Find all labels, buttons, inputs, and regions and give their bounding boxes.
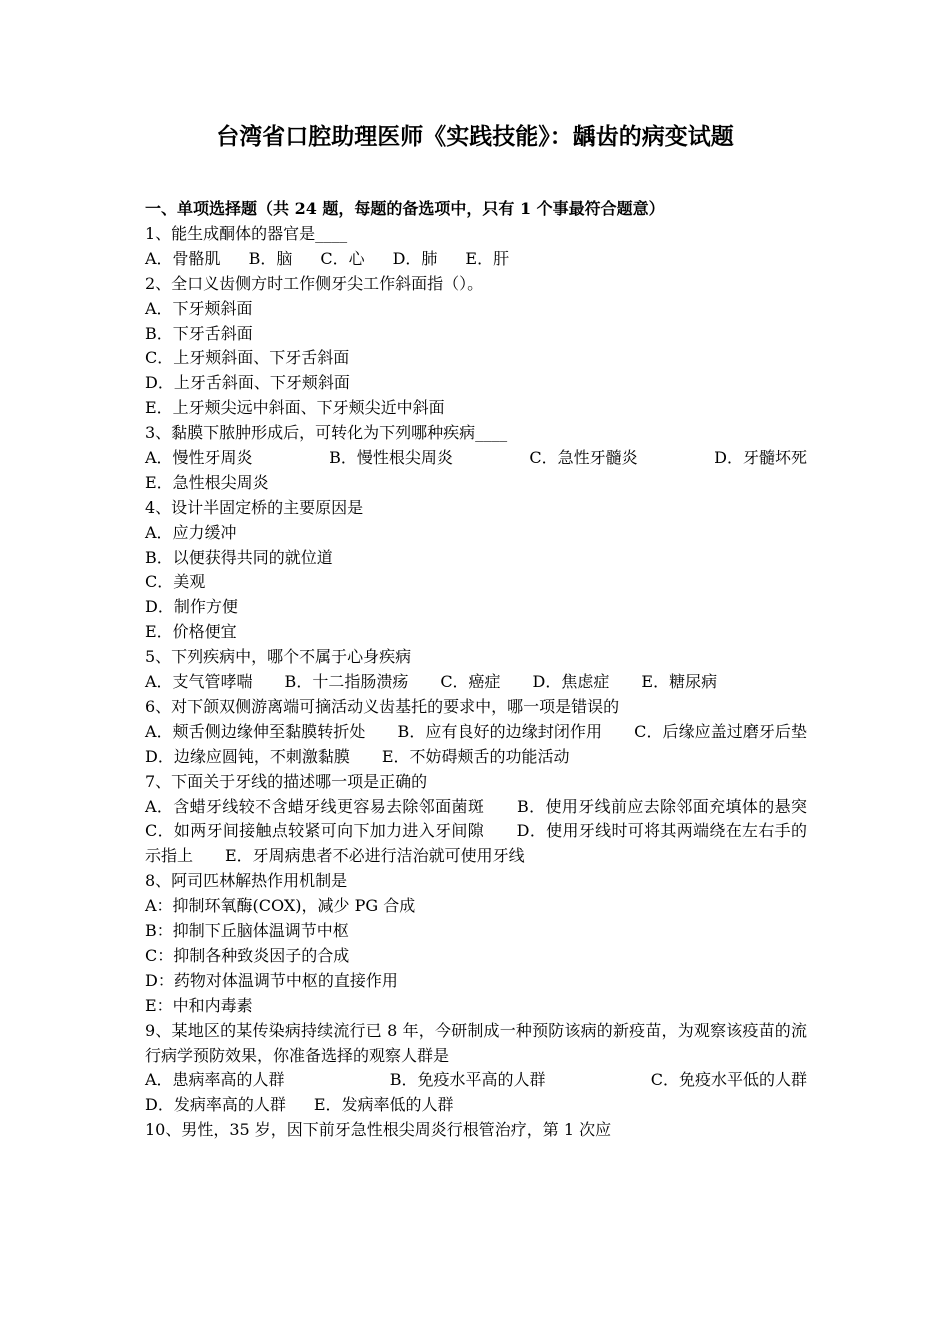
option-c: C．心 <box>320 248 365 268</box>
option-e: E．发病率低的人群 <box>313 1095 454 1115</box>
option-d: D：药物对体温调节中枢的直接作用 <box>145 970 398 990</box>
option-d: D．制作方便 <box>145 597 238 617</box>
question-1-options <box>145 247 807 272</box>
option-e: E．价格便宜 <box>145 622 237 642</box>
option-d: D．发病率高的人群 <box>145 1095 286 1115</box>
option-b: B．脑 <box>248 248 293 268</box>
question-6-options: A．颊舌侧边缘伸至黏膜转折处 B．应有良好的边缘封闭作用 C．后缘应盖过磨牙后垫 D．边缘应圆钝，不刺激黏膜 E．不妨碍颊舌的功能活动 <box>145 721 840 766</box>
question-9-options-2 <box>145 1093 807 1118</box>
option-b: B：抑制下丘脑体温调节中枢 <box>145 921 349 941</box>
question-5-options: A．支气管哮喘 B．十二指肠溃疡 C．癌症 D．焦虑症 E．糖尿病 <box>145 672 718 692</box>
option-b: B．免疫水平高的人群 <box>389 1070 546 1090</box>
option-e: E：中和内毒素 <box>145 995 253 1015</box>
option-a: A．慢性牙周炎 <box>145 448 253 468</box>
question-10-stem: 10、男性，35 岁，因下前牙急性根尖周炎行根管治疗，第 1 次应 <box>145 1120 612 1140</box>
option-e: E．急性根尖周炎 <box>145 472 269 492</box>
option-c: C．急性牙髓炎 <box>529 448 638 468</box>
question-1-stem: 1、能生成酮体的器官是____ <box>145 224 348 243</box>
option-d: D．上牙舌斜面、下牙颊斜面 <box>145 373 350 393</box>
option-a: A．下牙颊斜面 <box>145 298 253 318</box>
question-2-stem: 2、全口义齿侧方时工作侧牙尖工作斜面指（）。 <box>145 273 484 293</box>
section-heading: 一、单项选择题（共 24 题，每题的备选项中，只有 1 个事最符合题意） <box>145 199 665 218</box>
question-3-stem: 3、黏膜下脓肿形成后，可转化为下列哪种疾病____ <box>145 423 508 443</box>
question-9-stem: 9、某地区的某传染病持续流行已 8 年，今研制成一种预防该病的新疫苗，为观察该疫苗的流行病学预防效果，你准备选择的观察人群是 <box>145 1020 807 1065</box>
option-a: A：抑制环氧酶(COX)，减少 PG 合成 <box>145 896 416 916</box>
question-5-stem: 5、下列疾病中，哪个不属于心身疾病 <box>145 647 412 667</box>
question-7-stem: 7、下面关于牙线的描述哪一项是正确的 <box>145 771 428 791</box>
option-c: C．上牙颊斜面、下牙舌斜面 <box>145 348 350 368</box>
question-7-options: A．含蜡牙线较不含蜡牙线更容易去除邻面菌斑 B．使用牙线前应去除邻面充填体的悬突 C．如两牙间接触点较紧可向下加力进入牙间隙 D．使用牙线时可将其两端绕在左右手的示指上 E．牙周病患者不必进行洁治就可使用牙线 <box>145 796 840 866</box>
question-9-options <box>145 1068 807 1093</box>
option-a: A．患病率高的人群 <box>145 1070 285 1090</box>
question-4-stem: 4、设计半固定桥的主要原因是 <box>145 497 364 517</box>
question-3-options <box>145 446 807 471</box>
question-8-stem: 8、阿司匹林解热作用机制是 <box>145 871 348 891</box>
question-list <box>145 222 840 1143</box>
option-c: C．美观 <box>145 572 206 592</box>
option-d: D．牙髓坏死 <box>714 448 807 468</box>
document-title: 台湾省口腔助理医师《实践技能》：龋齿的病变试题 <box>216 123 734 150</box>
option-c: C．免疫水平低的人群 <box>650 1070 807 1090</box>
option-a: A．应力缓冲 <box>145 522 237 542</box>
question-6-stem: 6、对下颌双侧游离端可摘活动义齿基托的要求中，哪一项是错误的 <box>145 696 620 716</box>
option-e: E．肝 <box>465 248 510 268</box>
option-d: D．肺 <box>392 248 438 268</box>
option-c: C：抑制各种致炎因子的合成 <box>145 945 350 965</box>
option-b: B．慢性根尖周炎 <box>329 448 453 468</box>
option-b: B．以便获得共同的就位道 <box>145 547 333 567</box>
option-e: E．上牙颊尖远中斜面、下牙颊尖近中斜面 <box>145 398 445 418</box>
option-b: B．下牙舌斜面 <box>145 323 253 343</box>
option-a: A．骨骼肌 <box>145 248 221 268</box>
